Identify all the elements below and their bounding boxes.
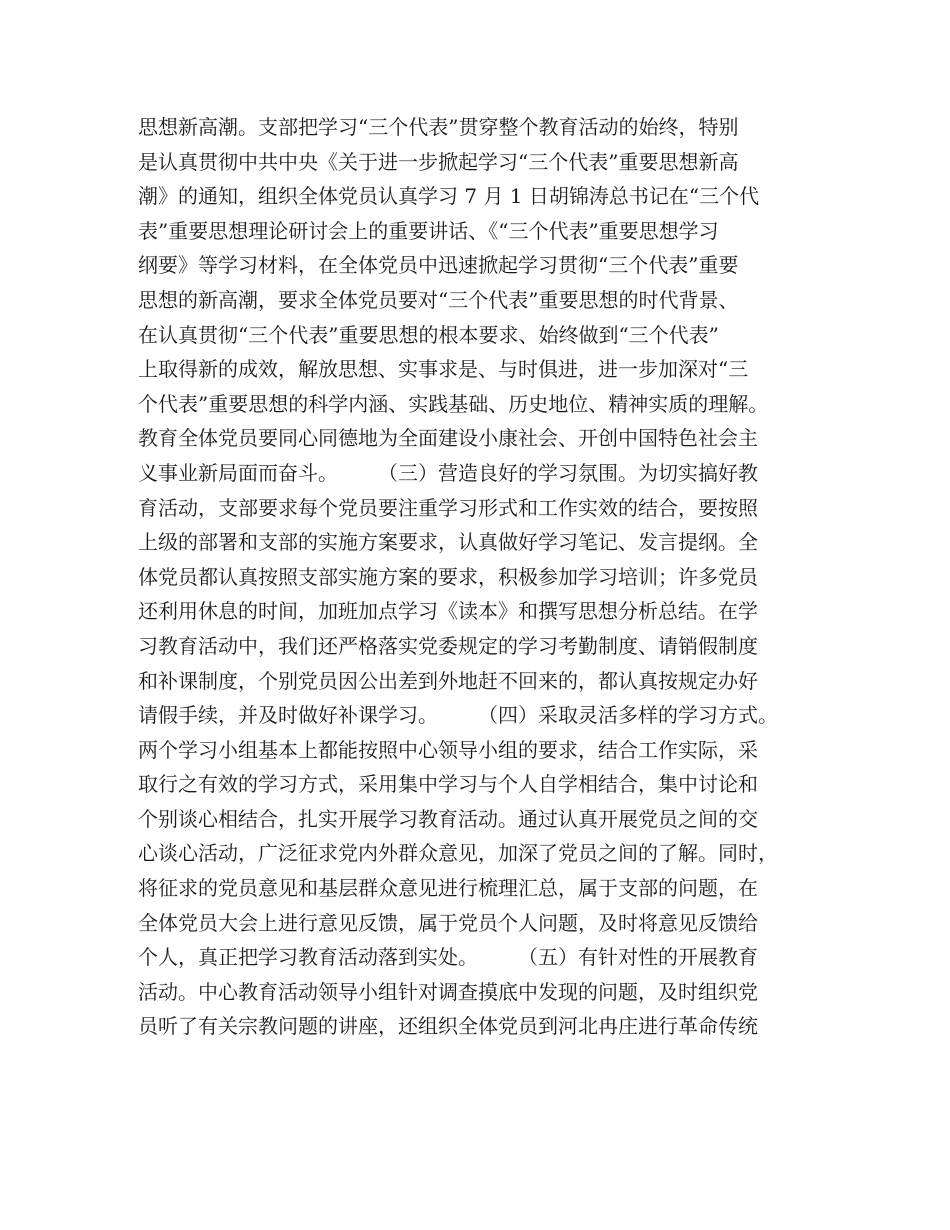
text-line: 和补课制度，个别党员因公出差到外地赶不回来的，都认真按规定办好 xyxy=(138,668,758,693)
text-line: 思想新高潮。支部把学习“三个代表”贯穿整个教育活动的始终，特别 xyxy=(138,115,739,139)
text-line: 个代表”重要思想的科学内涵、实践基础、历史地位、精神实质的理解。 xyxy=(138,391,769,416)
text-line: 义事业新局面而奋斗。 （三）营造良好的学习氛围。为切实搞好教 xyxy=(138,460,758,485)
text-line: 是认真贯彻中共中央《关于进一步掀起学习“三个代表”重要思想新高 xyxy=(138,149,739,174)
text-line: 习教育活动中，我们还严格落实党委规定的学习考勤制度、请销假制度 xyxy=(138,633,758,658)
text-line: 纲要》等学习材料，在全体党员中迅速掀起学习贯彻“三个代表”重要 xyxy=(138,253,739,278)
text-line: 全体党员大会上进行意见反馈，属于党员个人问题，及时将意见反馈给 xyxy=(138,910,758,935)
text-line: 活动。中心教育活动领导小组针对调查摸底中发现的问题，及时组织党 xyxy=(138,979,758,1004)
text-line: 体党员都认真按照支部实施方案的要求，积极参加学习培训；许多党员 xyxy=(138,564,758,589)
text-line: 教育全体党员要同心同德地为全面建设小康社会、开创中国特色社会主 xyxy=(138,426,758,451)
text-line: 将征求的党员意见和基层群众意见进行梳理汇总，属于支部的问题，在 xyxy=(138,876,758,901)
text-line: 在认真贯彻“三个代表”重要思想的根本要求、始终做到“三个代表” xyxy=(138,322,719,347)
text-line: 员听了有关宗教问题的讲座，还组织全体党员到河北冉庄进行革命传统 xyxy=(138,1014,758,1039)
text-line: 还利用休息的时间，加班加点学习《读本》和撰写思想分析总结。在学 xyxy=(138,599,758,624)
text-line: 取行之有效的学习方式，采用集中学习与个人自学相结合，集中讨论和 xyxy=(138,772,758,797)
text-line: 个人，真正把学习教育活动落到实处。 （五）有针对性的开展教育 xyxy=(138,945,758,970)
text-line: 上取得新的成效，解放思想、实事求是、与时俱进，进一步加深对“三 xyxy=(138,357,749,382)
text-line: 两个学习小组基本上都能按照中心领导小组的要求，结合工作实际，采 xyxy=(138,737,758,762)
text-line: 潮》的通知，组织全体党员认真学习 7 月 1 日胡锦涛总书记在“三个代 xyxy=(138,184,760,209)
text-line: 思想的新高潮，要求全体党员要对“三个代表”重要思想的时代背景、 xyxy=(138,287,739,312)
text-line: 个别谈心相结合，扎实开展学习教育活动。通过认真开展党员之间的交 xyxy=(138,806,758,831)
text-line: 上级的部署和支部的实施方案要求，认真做好学习笔记、发言提纲。全 xyxy=(138,530,758,555)
text-line: 心谈心活动，广泛征求党内外群众意见，加深了党员之间的了解。同时， xyxy=(138,841,778,866)
text-line: 请假手续，并及时做好补课学习。 （四）采取灵活多样的学习方式。 xyxy=(138,703,778,728)
text-line: 育活动，支部要求每个党员要注重学习形式和工作实效的结合，要按照 xyxy=(138,495,758,520)
body-text xyxy=(138,110,828,1044)
text-line: 表”重要思想理论研讨会上的重要讲话、《“三个代表”重要思想学习 xyxy=(138,218,719,243)
